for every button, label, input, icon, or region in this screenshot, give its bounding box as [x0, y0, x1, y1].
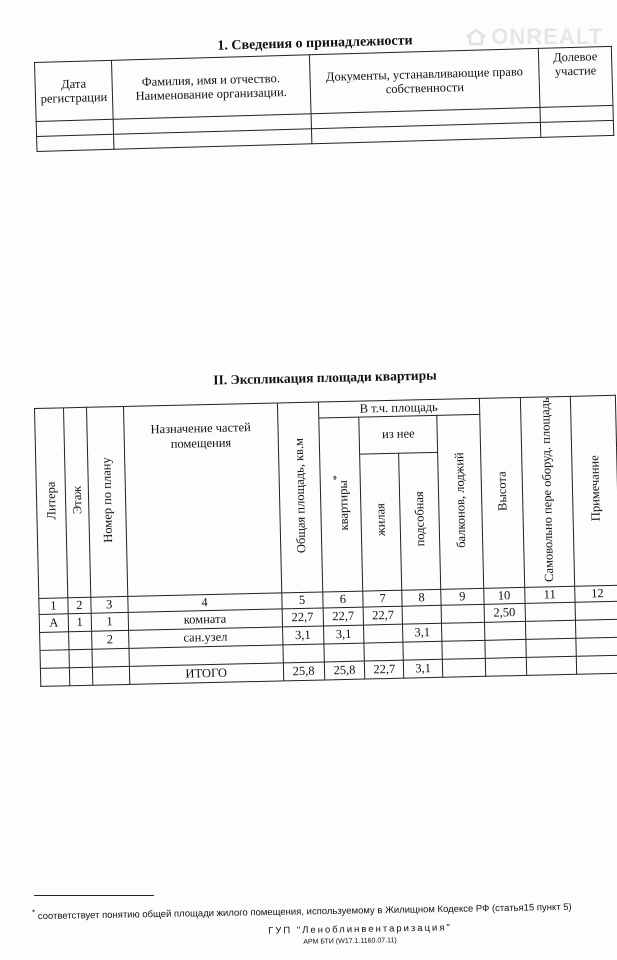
watermark-text: ONREALT — [491, 24, 603, 49]
table-row: А 1 1 комната 22,7 22,7 22,7 2,50 — [39, 601, 617, 632]
footnote-mark: * — [31, 908, 36, 918]
header-owner-name: Фамилия, имя и отчество. Наименование организации. — [111, 55, 310, 119]
footnote-divider — [34, 895, 154, 896]
header-iz-nee: из нее — [359, 415, 437, 453]
organization-name: ГУП "Леноблинвентаризация" — [268, 922, 452, 937]
house-icon — [465, 28, 487, 46]
header-zhilaya: жилая — [360, 453, 402, 591]
header-obshaya: Общая площадь, кв.м — [277, 402, 322, 592]
header-etazh: Этаж — [63, 407, 90, 597]
header-samovolno: Самовольно пере оборуд. площадь — [520, 396, 575, 587]
arm-code: АРМ БТИ (W17.1.1160.07.11) — [303, 937, 397, 946]
section1-title: 1. Сведения о принадлежности — [217, 33, 413, 54]
explication-table — [34, 395, 617, 687]
section2-title: II. Экспликация площади квартиры — [213, 367, 437, 388]
header-nomer: Номер по плану — [86, 406, 127, 596]
table-row: 2 сан.узел 3,1 3,1 3,1 — [40, 619, 617, 650]
header-vysota: Высота — [479, 397, 524, 587]
header-kvartiry: квартиры* — [318, 417, 363, 591]
header-registration-date: Дата регистрации — [35, 60, 114, 121]
header-vtch: В т.ч. площадь — [318, 398, 480, 418]
footnote-text: соответствует понятию общей площади жилого помещения, используемому в Жилищном Кодексе РФ (статья15 пункт 5) — [37, 901, 572, 923]
header-share: Долевое участие — [539, 46, 613, 107]
header-balkonov: балконов, лоджий — [437, 414, 484, 588]
header-primechanie: Примечание — [571, 395, 617, 586]
total-row: ИТОГО 25,8 25,8 22,7 3,1 — [40, 655, 617, 686]
header-podsobnaya: подсобная — [399, 452, 441, 590]
footnote — [32, 898, 612, 922]
header-documents: Документы, устанавливающие право собственности — [309, 48, 540, 113]
header-litera: Литера — [35, 408, 68, 598]
header-naznachenie: Назначение частей помещения — [123, 403, 281, 596]
ownership-table — [34, 46, 614, 152]
column-numbers-row: 1 2 3 4 5 6 7 8 9 10 11 12 — [39, 585, 617, 614]
